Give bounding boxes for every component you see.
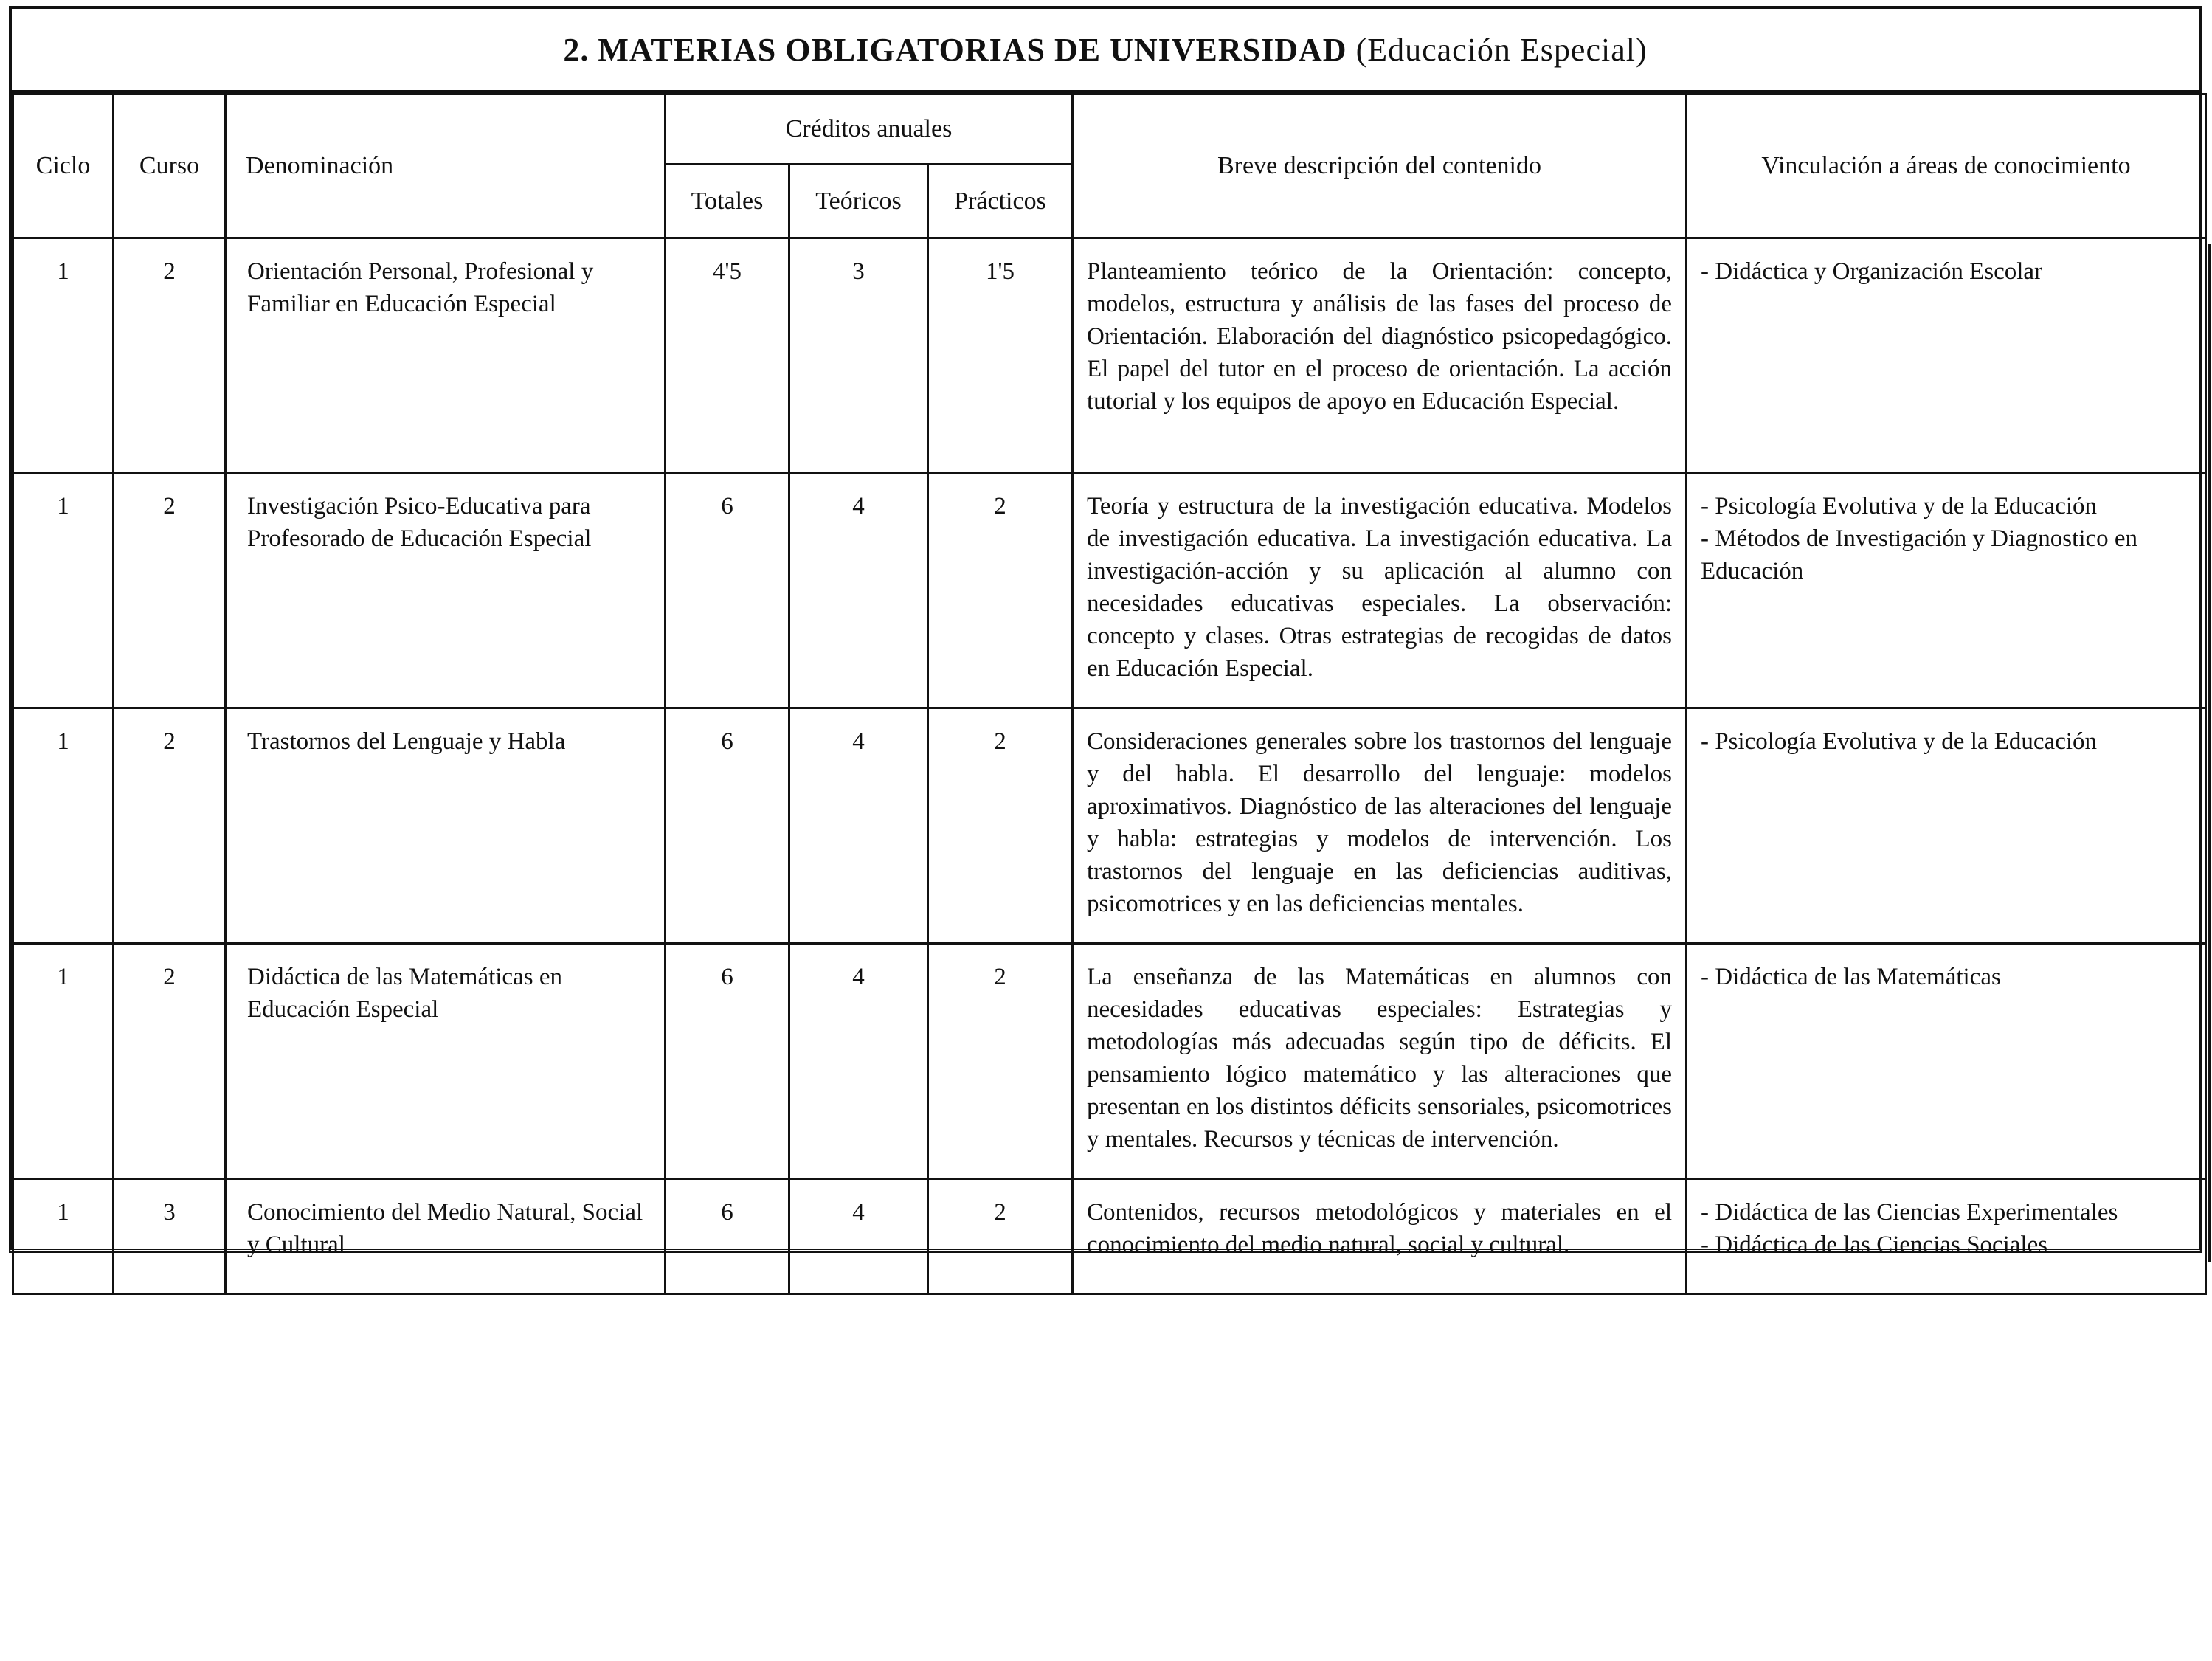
cell-teoricos: 4 bbox=[789, 708, 928, 944]
header-denominacion: Denominación bbox=[226, 94, 666, 238]
cell-ciclo: 1 bbox=[13, 473, 114, 708]
table-row bbox=[13, 238, 2206, 473]
cell-practicos: 2 bbox=[928, 473, 1073, 708]
cell-ciclo: 1 bbox=[13, 238, 114, 473]
cell-totales: 6 bbox=[666, 1179, 789, 1294]
title-bold: 2. MATERIAS OBLIGATORIAS DE UNIVERSIDAD bbox=[563, 31, 1347, 68]
table-row bbox=[13, 944, 2206, 1179]
cell-ciclo: 1 bbox=[13, 944, 114, 1179]
cell-denominacion: Trastornos del Lenguaje y Habla bbox=[226, 708, 666, 944]
cell-curso: 2 bbox=[114, 473, 226, 708]
cell-ciclo: 1 bbox=[13, 1179, 114, 1294]
cell-practicos: 2 bbox=[928, 708, 1073, 944]
header-ciclo: Ciclo bbox=[13, 94, 114, 238]
table-body bbox=[13, 238, 2206, 1294]
cell-curso: 2 bbox=[114, 944, 226, 1179]
cell-teoricos: 4 bbox=[789, 473, 928, 708]
document-page bbox=[9, 6, 2202, 1258]
header-teoricos: Teóricos bbox=[789, 165, 928, 238]
cell-denominacion: Didáctica de las Matemáticas en Educación Especial bbox=[226, 944, 666, 1179]
header-totales: Totales bbox=[666, 165, 789, 238]
cell-totales: 6 bbox=[666, 473, 789, 708]
cell-ciclo: 1 bbox=[13, 708, 114, 944]
cell-vinculacion bbox=[1687, 473, 2206, 708]
area-item: - Psicología Evolutiva y de la Educación bbox=[1701, 728, 2098, 755]
cell-totales: 4'5 bbox=[666, 238, 789, 473]
cell-practicos: 1'5 bbox=[928, 238, 1073, 473]
cell-vinculacion bbox=[1687, 708, 2206, 944]
cell-vinculacion bbox=[1687, 1179, 2206, 1294]
title-subtitle: (Educación Especial) bbox=[1355, 31, 1648, 68]
subjects-table bbox=[12, 93, 2207, 1295]
cell-descripcion: Contenidos, recursos metodológicos y materiales en el conocimiento del medio natural, social y cultural. bbox=[1073, 1179, 1687, 1294]
header-practicos: Prácticos bbox=[928, 165, 1073, 238]
cell-practicos: 2 bbox=[928, 1179, 1073, 1294]
table-header bbox=[13, 94, 2206, 238]
cell-curso: 2 bbox=[114, 708, 226, 944]
cell-denominacion: Conocimiento del Medio Natural, Social y Cultural bbox=[226, 1179, 666, 1294]
area-item: - Didáctica de las Ciencias Experimentales bbox=[1701, 1199, 2118, 1226]
cell-practicos: 2 bbox=[928, 944, 1073, 1179]
table-row bbox=[13, 473, 2206, 708]
table-row bbox=[13, 708, 2206, 944]
cell-vinculacion bbox=[1687, 944, 2206, 1179]
cell-totales: 6 bbox=[666, 708, 789, 944]
cell-vinculacion bbox=[1687, 238, 2206, 473]
area-item: - Psicología Evolutiva y de la Educación bbox=[1701, 493, 2098, 519]
cell-descripcion: Planteamiento teórico de la Orientación: concepto, modelos, estructura y análisis de las fases del proceso de Orientación. Elaboración del diagnóstico psicopedagógico. El papel del tutor en el proceso de orientación. La acción tutorial y los equipos de apoyo en Educación Especial. bbox=[1073, 238, 1687, 473]
header-curso: Curso bbox=[114, 94, 226, 238]
cell-totales: 6 bbox=[666, 944, 789, 1179]
table-row bbox=[13, 1179, 2206, 1294]
cell-descripcion: Teoría y estructura de la investigación educativa. Modelos de investigación educativa. La investigación educativa. La investigación-acción y su aplicación al alumno con necesidades educativas especiales. La observación: concepto y clases. Otras estrategias de recogidas de datos en Educación Especial. bbox=[1073, 473, 1687, 708]
area-item: - Didáctica y Organización Escolar bbox=[1701, 258, 2043, 285]
cell-denominacion: Investigación Psico-Educativa para Profesorado de Educación Especial bbox=[226, 473, 666, 708]
area-item: - Didáctica de las Matemáticas bbox=[1701, 964, 2001, 990]
header-vinculacion: Vinculación a áreas de conocimiento bbox=[1687, 94, 2206, 238]
header-creditos: Créditos anuales bbox=[666, 94, 1073, 165]
cell-curso: 3 bbox=[114, 1179, 226, 1294]
cell-teoricos: 3 bbox=[789, 238, 928, 473]
cell-curso: 2 bbox=[114, 238, 226, 473]
page-title bbox=[12, 9, 2199, 93]
margin-rule bbox=[2208, 244, 2211, 1262]
cell-descripcion: La enseñanza de las Matemáticas en alumnos con necesidades educativas especiales: Estrategias y metodologías más adecuadas según tipo de déficits. El pensamiento lógico matemático y las alteraciones que presentan en los distintos déficits sensoriales, psicomotrices y mentales. Recursos y técnicas de intervención. bbox=[1073, 944, 1687, 1179]
cell-teoricos: 4 bbox=[789, 1179, 928, 1294]
cell-denominacion: Orientación Personal, Profesional y Familiar en Educación Especial bbox=[226, 238, 666, 473]
cell-descripcion: Consideraciones generales sobre los trastornos del lenguaje y del habla. El desarrollo del lenguaje: modelos aproximativos. Diagnóstico de las alteraciones del lenguaje y habla: estrategias y modelos de intervención. Los trastornos del lenguaje en las deficiencias auditivas, psicomotrices y en las deficiencias mentales. bbox=[1073, 708, 1687, 944]
area-item: - Métodos de Investigación y Diagnostico en Educación bbox=[1701, 525, 2138, 584]
header-descripcion: Breve descripción del contenido bbox=[1073, 94, 1687, 238]
cell-teoricos: 4 bbox=[789, 944, 928, 1179]
area-item: - Didáctica de las Ciencias Sociales bbox=[1701, 1232, 2048, 1258]
